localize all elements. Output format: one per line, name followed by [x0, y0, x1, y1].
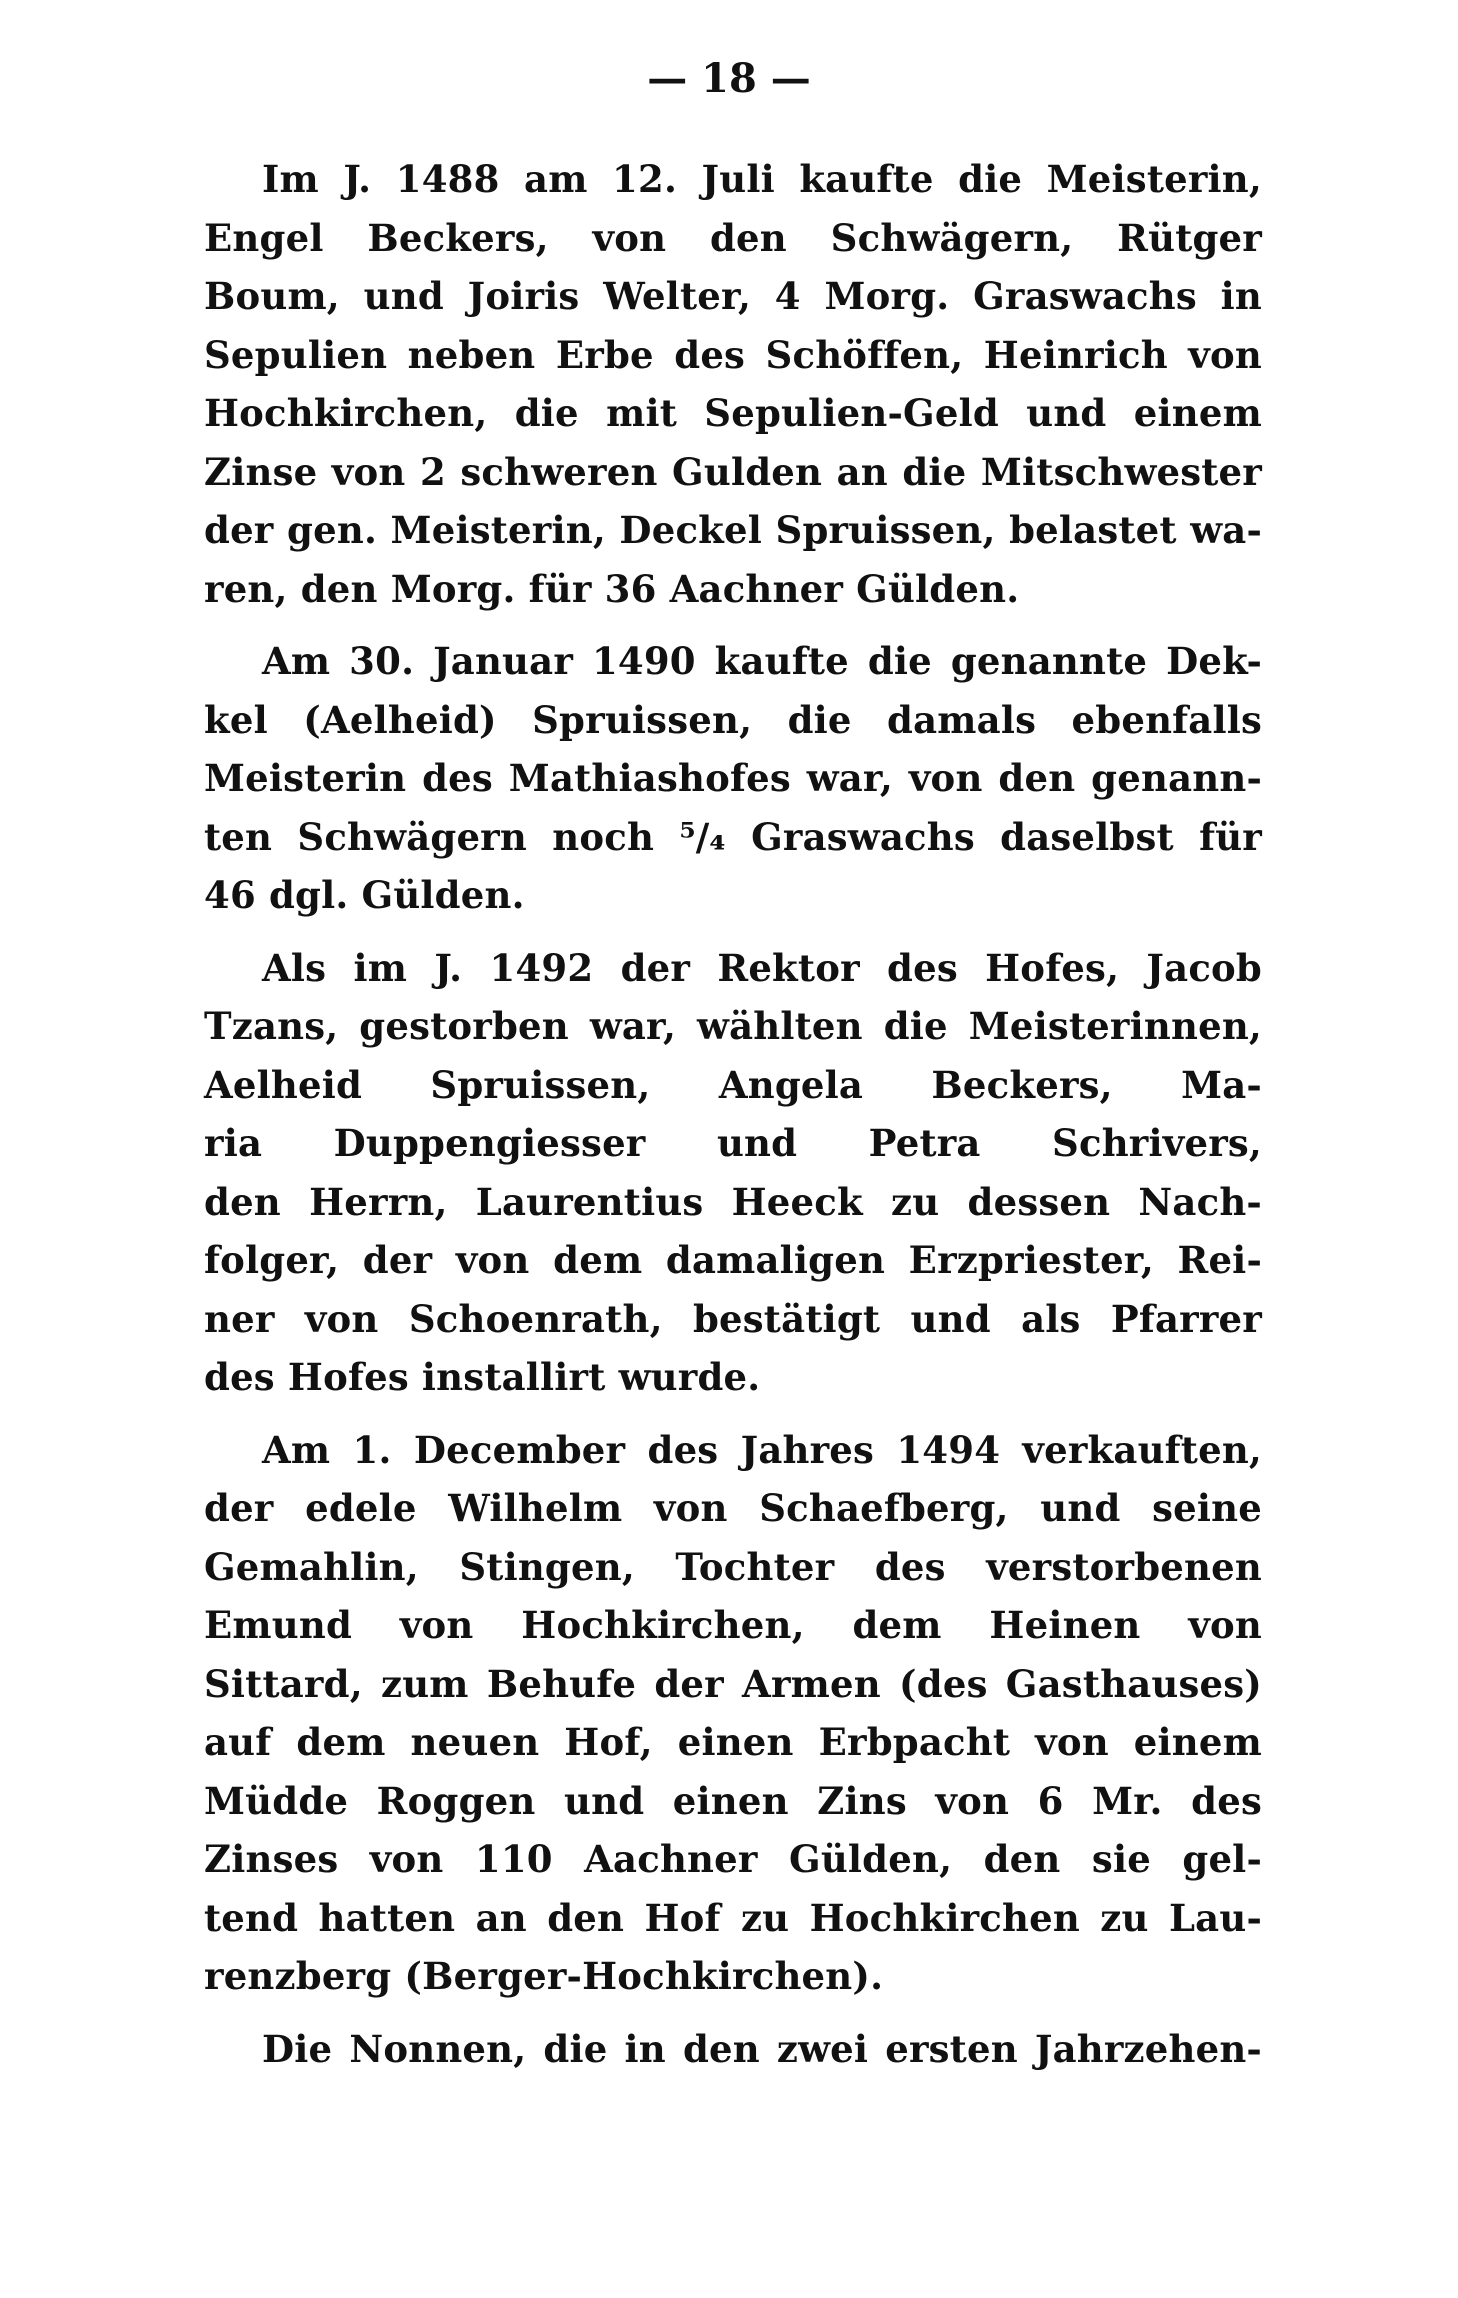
text-line: Müdde Roggen und einen Zins von 6 Mr. des	[204, 1778, 1262, 1823]
text-line: Sittard, zum Behufe der Armen (des Gasthauses)	[204, 1661, 1262, 1706]
text-line: 46 dgl. Gülden.	[204, 873, 525, 917]
text-line: den Herrn, Laurentius Heeck zu dessen Nach-	[204, 1179, 1262, 1224]
text-line: Hochkirchen, die mit Sepulien-Geld und einem	[204, 391, 1262, 435]
text-line: Boum, und Joiris Welter, 4 Morg. Graswachs in	[204, 274, 1262, 318]
text-line: Zinse von 2 schweren Gulden an die Mitschwester	[204, 449, 1262, 494]
paragraph	[204, 150, 1262, 618]
text-line: Gemahlin, Stingen, Tochter des verstorbenen	[204, 1544, 1262, 1589]
text-line: kel (Aelheid) Spruissen, die damals ebenfalls	[204, 697, 1262, 742]
text-line: der edele Wilhelm von Schaefberg, und seine	[204, 1486, 1262, 1530]
text-line: ria Duppengiesser und Petra Schrivers,	[204, 1121, 1262, 1165]
text-line: Meisterin des Mathiashofes war, von den genann-	[204, 756, 1262, 800]
text-line: folger, der von dem damaligen Erzpriester, Rei-	[204, 1238, 1262, 1282]
text-line: Die Nonnen, die in den zwei ersten Jahrzehen-	[262, 2026, 1262, 2071]
text-line: ren, den Morg. für 36 Aachner Gülden.	[204, 566, 1020, 611]
text-line: Emund von Hochkirchen, dem Heinen von	[204, 1603, 1262, 1647]
text-line: der gen. Meisterin, Deckel Spruissen, belastet wa-	[204, 508, 1262, 552]
text-line: Am 30. Januar 1490 kaufte die genannte Dek-	[262, 639, 1262, 683]
paragraph	[204, 632, 1262, 925]
paragraph	[204, 1421, 1262, 2006]
text-line: Engel Beckers, von den Schwägern, Rütger	[204, 215, 1262, 260]
text-line: ner von Schoenrath, bestätigt und als Pfarrer	[204, 1296, 1262, 1341]
text-line: Tzans, gestorben war, wählten die Meisterinnen,	[204, 1004, 1262, 1048]
text-line: auf dem neuen Hof, einen Erbpacht von einem	[204, 1720, 1262, 1764]
text-line: Sepulien neben Erbe des Schöffen, Heinrich von	[204, 332, 1262, 377]
text-line: Zinses von 110 Aachner Gülden, den sie gel-	[204, 1837, 1262, 1881]
text-line: Aelheid Spruissen, Angela Beckers, Ma-	[204, 1062, 1262, 1107]
text-line: Im J. 1488 am 12. Juli kaufte die Meisterin,	[262, 157, 1262, 201]
paragraph	[204, 2020, 1262, 2079]
text-line: renzberg (Berger-Hochkirchen).	[204, 1954, 884, 1998]
text-line: des Hofes installirt wurde.	[204, 1355, 761, 1399]
body-text	[204, 150, 1262, 2092]
text-line: tend hatten an den Hof zu Hochkirchen zu Lau-	[204, 1895, 1262, 1940]
text-line: Als im J. 1492 der Rektor des Hofes, Jacob	[262, 945, 1262, 990]
text-line: ten Schwägern noch ⁵/₄ Graswachs daselbst für	[204, 814, 1262, 859]
page-number: — 18 —	[647, 55, 811, 102]
text-line: Am 1. December des Jahres 1494 verkauften,	[262, 1427, 1262, 1472]
paragraph	[204, 939, 1262, 1407]
